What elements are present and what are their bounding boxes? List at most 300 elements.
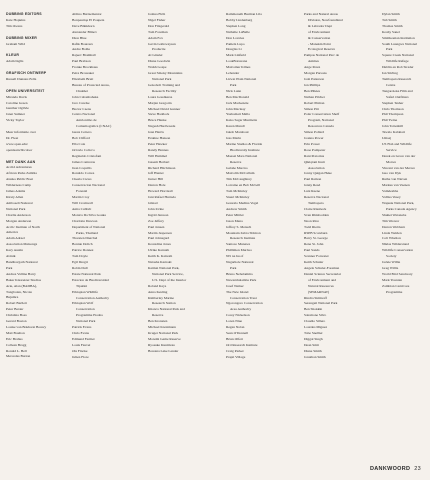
credit-line: Joshua Firth bbox=[148, 12, 166, 16]
credit-line: Parks and Natural Areas bbox=[304, 12, 338, 16]
credit-line: African Parks Zambia bbox=[6, 171, 37, 176]
credit-line: Ruthe van Nieven bbox=[382, 177, 408, 182]
credit-line: Yashomati Malla bbox=[226, 112, 250, 117]
credit-line: Paul Ramon bbox=[304, 177, 322, 182]
credit-line: Guo van Dyk bbox=[382, 171, 401, 176]
credit-line: Bujumra bbox=[6, 295, 19, 300]
credit-line: Mark Yountan bbox=[382, 277, 403, 282]
credit-line: Malcomer Kilnes bbox=[226, 65, 251, 70]
credit-line: Peter Hawker bbox=[148, 141, 168, 146]
credit-line: Wildlife Refuge bbox=[386, 59, 409, 64]
credit-line: Barry St. George bbox=[304, 236, 328, 241]
credit-line: US Fish and Wildlife bbox=[382, 141, 412, 146]
credit-line: Productie bbox=[152, 47, 166, 52]
credit-line: Mercedes Burton bbox=[6, 354, 31, 359]
credit-line: Ronaldo Correa bbox=[72, 171, 95, 176]
credit-line: Diane Goodwin bbox=[148, 59, 171, 64]
credit-line: Eric Brabus bbox=[6, 336, 23, 341]
credit-line: Stephen Tesher bbox=[382, 100, 404, 105]
credit-line: Diggal Singh bbox=[304, 336, 323, 341]
credit-line: Tiputini bbox=[76, 283, 88, 288]
credit-line: Glinad bbox=[148, 201, 158, 205]
credit-line: Boreana Lake Lander bbox=[148, 348, 179, 353]
credit-line: Lourdes Miguez bbox=[304, 325, 328, 330]
credit-line: Gonzalo Medina Vogel bbox=[226, 201, 259, 205]
credit-line: www.open.edu/ bbox=[6, 141, 28, 146]
credit-line: Kimberley Marine bbox=[148, 295, 174, 300]
credit-line: Randy Hennes bbox=[148, 147, 169, 152]
credit-line: Markus van Veenen bbox=[382, 183, 410, 188]
credit-line: Arctid Adventures bbox=[6, 165, 32, 170]
credit-line: Nagesh Hardwaade bbox=[148, 124, 176, 129]
credit-line: Paul Johnsgard bbox=[148, 236, 170, 241]
credit-line: Jonathan Smith bbox=[304, 354, 326, 359]
credit-line: Anita Cubbrit bbox=[72, 206, 92, 211]
credit-line: Octavio Colicco bbox=[72, 147, 95, 152]
credit-line: Sven Rhiabodden bbox=[304, 212, 329, 217]
credit-line: Zambian Carnivore bbox=[382, 283, 410, 288]
credits-column-1 bbox=[6, 12, 68, 360]
credit-line: Tom Doyle bbox=[72, 254, 88, 259]
credit-line: Jonny Quigan Heke bbox=[304, 171, 332, 176]
credit-line: Matt Boulton bbox=[6, 330, 25, 335]
credit-line: Smithsonian Institution bbox=[382, 35, 415, 40]
credit-line: Simon Pitt bbox=[304, 106, 319, 111]
credit-line: Maasai Mara National bbox=[226, 153, 258, 158]
credit-line: Reserve bbox=[152, 313, 164, 318]
credit-line: Phillimon Muriwo bbox=[226, 248, 252, 253]
credit-line: Adam Fox bbox=[148, 35, 163, 40]
credit-line: Lirwat Plain National bbox=[226, 76, 257, 81]
credit-line: Jeffrey S. Mensch bbox=[226, 224, 252, 229]
credits-column-3 bbox=[148, 12, 222, 355]
credit-line: Ola Fincke bbox=[72, 348, 88, 353]
credit-line: Vamdeshbe bbox=[382, 189, 399, 194]
credit-line: Diane Smith bbox=[304, 348, 322, 353]
credit-line: Phil Thompson bbox=[382, 112, 404, 117]
credit-line: Bruce Hanke bbox=[148, 118, 167, 123]
credit-line: Society bbox=[386, 254, 397, 259]
credit-line: National Park Service, bbox=[152, 271, 184, 276]
credit-line: (SEMARNAT) bbox=[308, 289, 330, 294]
credit-line: Adam Adrael bbox=[6, 236, 25, 241]
credit-line: Will Hammel bbox=[148, 153, 168, 158]
credit-line: Ian Stirling bbox=[382, 71, 398, 76]
credit-line: Wildlife Conservation bbox=[382, 248, 414, 253]
credit-line: Stuart McKinley bbox=[226, 195, 250, 200]
credit-line: Tobe Snellier bbox=[304, 330, 323, 335]
credit-line: Anna Kesling bbox=[148, 289, 168, 294]
credit-line: Nagarhole National bbox=[226, 260, 254, 265]
section-heading: DUBBING EDITORS bbox=[6, 12, 42, 16]
section-heading: MET DANK AAN bbox=[6, 159, 36, 164]
credit-line: Bureau of Protected Areas, bbox=[72, 82, 110, 87]
credit-line: Sean O'Donnell bbox=[226, 330, 249, 335]
credit-line: Walsh Gospe bbox=[148, 65, 167, 70]
credit-line: Tambopata bbox=[308, 201, 324, 205]
credit-line: Arctic Institute of North bbox=[6, 224, 40, 229]
credit-line: Khanca National Park and bbox=[148, 307, 185, 312]
credit-line: Tongbolen, Nicole bbox=[6, 289, 32, 294]
credit-line: Phil Twine bbox=[382, 118, 398, 123]
credit-line: Douglas Li bbox=[226, 47, 242, 52]
credit-line: Ella Cole bbox=[72, 141, 86, 146]
credit-line: Darren Webbern bbox=[382, 224, 406, 229]
credit-line: Brian Olfert bbox=[226, 336, 244, 341]
credit-line: & Labrador Dept bbox=[308, 23, 333, 28]
credit-line: Derek en Grace van der bbox=[382, 153, 416, 158]
credit-line: Programme bbox=[386, 289, 403, 294]
credit-line: Research Institute bbox=[230, 236, 256, 241]
credit-line: Petra Brossaker bbox=[72, 71, 95, 76]
credit-line: Colleen Bragg bbox=[6, 342, 27, 347]
credit-line: Chukhet bbox=[76, 88, 88, 93]
credit-line: Patrice Donnez bbox=[72, 248, 94, 253]
credit-line: Monica Da Silva Gouka bbox=[72, 212, 106, 217]
credit-line: Ben Pilkies bbox=[304, 88, 321, 93]
credit-line: Jassem Herbert bbox=[148, 159, 170, 164]
credit-line: Natural Resources bbox=[308, 283, 334, 288]
section-heading: GRAFISCH ONTWERP bbox=[6, 71, 47, 76]
credit-line: Daniel Science Secretariat bbox=[304, 271, 341, 276]
credit-line: Laura Goudkeras bbox=[148, 94, 173, 99]
credit-line: Kruger National Park bbox=[148, 330, 179, 335]
credit-line: Miranda Davis bbox=[6, 94, 27, 99]
credit-line: Richard Hitchinson bbox=[148, 165, 176, 170]
credit-line: Ni'i na hu of bbox=[226, 254, 244, 259]
credit-line: Todd Rietta bbox=[304, 224, 321, 229]
credit-line: Research Station bbox=[152, 301, 176, 306]
credit-line: - Manakin Point bbox=[308, 41, 331, 46]
credit-line: Louise van Bokhorst Bouwy bbox=[6, 324, 47, 329]
credit-line: Hector Caens bbox=[72, 106, 91, 111]
credit-line: Meer informatie over bbox=[6, 130, 36, 135]
credit-line: Park bbox=[230, 265, 237, 270]
footer-label: DANKWOORD bbox=[370, 466, 411, 472]
credit-line: Janet Sumner bbox=[6, 112, 25, 117]
credit-line: Wapusk National Park, bbox=[382, 201, 415, 205]
credit-line: Caroline Green bbox=[6, 100, 28, 105]
credit-line: Bonnie Dolich bbox=[72, 242, 93, 247]
credit-line: Jean Harris bbox=[148, 130, 164, 135]
credit-line: Kostadina Jones bbox=[148, 242, 171, 247]
credit-line: Jurner Hill bbox=[148, 177, 164, 182]
credit-line: Morgan Parsons bbox=[304, 71, 327, 76]
credit-line: Rene St. John bbox=[304, 242, 324, 247]
credit-line: Resources Canada bbox=[308, 124, 334, 129]
credit-line: Estacion de Biodiversidad bbox=[72, 277, 109, 282]
credit-line: Jenny Read bbox=[304, 183, 321, 188]
credit-line: National Park bbox=[152, 76, 172, 81]
credit-line: Graham Wild bbox=[6, 41, 25, 46]
page-number: 23 bbox=[414, 466, 421, 472]
credit-line: Dr. Fleet bbox=[6, 135, 19, 140]
credit-line: Scanner Forrester bbox=[304, 254, 329, 259]
credit-line: Lorraine en Bob McGill bbox=[226, 183, 260, 188]
credit-line: Mountain Zebra Sbhiron bbox=[226, 230, 261, 235]
credit-line: Chris Thomson bbox=[382, 106, 404, 111]
credit-line: Darren Hole bbox=[148, 183, 166, 188]
credit-line: Craig Parker bbox=[226, 348, 244, 353]
credit-line: Tom McKinley bbox=[226, 189, 248, 194]
credit-line: Katmai National Park, bbox=[148, 265, 180, 270]
credit-line: Robert Bartlett bbox=[6, 301, 27, 306]
credit-line: Rammoneth Burman Lila bbox=[226, 12, 262, 16]
credit-line: Kirsty Allen bbox=[6, 195, 24, 199]
credit-line: Marjan Gregorin bbox=[148, 100, 172, 105]
credit-line: Will Cromwell bbox=[72, 201, 93, 205]
credit-line: Vincent van der Merwe bbox=[382, 165, 415, 170]
credit-line: Erin Power bbox=[304, 141, 320, 146]
credit-line: Division, Newfoundland bbox=[308, 17, 343, 22]
credit-line: Bob Clifford bbox=[72, 136, 90, 141]
credit-line: Reserva Nacional bbox=[304, 195, 329, 200]
credit-line: Tim Owens bbox=[6, 23, 23, 28]
credit-line: Adam Inglis bbox=[6, 59, 24, 64]
credit-line: Steve Haddock bbox=[148, 112, 170, 117]
credit-line: & Conservation bbox=[308, 35, 331, 40]
credit-line: Ulrike Karnath bbox=[148, 248, 170, 253]
credit-line: Paul Sands bbox=[304, 248, 320, 253]
credit-line: Vallisa Vesey bbox=[382, 195, 401, 200]
credit-line: Claudio Sillero bbox=[304, 319, 326, 324]
credit-line: Lebender bbox=[226, 71, 240, 76]
credit-line: Josh Patterson bbox=[304, 76, 325, 81]
credits-column-2 bbox=[72, 12, 146, 360]
credit-line: James Adams bbox=[6, 189, 26, 194]
credit-line: Jess Marin bbox=[226, 136, 242, 141]
credit-line: John Cabanbahaka bbox=[72, 94, 99, 99]
credit-line: Nigel Fisher bbox=[148, 17, 166, 22]
credit-line: Cheela Crews bbox=[72, 177, 92, 182]
credit-line: Bobby Lindenberg bbox=[226, 17, 253, 22]
credit-line: Dublin en Rob Strader bbox=[382, 65, 414, 70]
credit-line: Dave Blinkhorn bbox=[72, 23, 95, 28]
section-heading: OPEN UNIVERSITEIT bbox=[6, 88, 45, 93]
credit-line: Jack Mackenzie bbox=[226, 100, 249, 105]
credit-line: Ecological Reserve bbox=[308, 47, 336, 52]
credit-line: Salomone Silvo bbox=[304, 313, 327, 318]
credit-line: Malcolm McCallum bbox=[226, 171, 255, 176]
credit-line: Alexander Blinov bbox=[72, 29, 97, 34]
credit-line: Kako Sagar Murmetta bbox=[226, 118, 258, 123]
credit-line: Russell Dunster-Fella bbox=[6, 76, 37, 81]
credit-line: Lutz Reene bbox=[304, 189, 321, 194]
credit-line: Elizabeth Brutt bbox=[72, 76, 94, 81]
credit-line: Morwe bbox=[386, 159, 397, 164]
credit-line: Parks, Thailand bbox=[76, 230, 98, 235]
credit-line: Peter Mittler bbox=[226, 212, 244, 217]
credit-line: Dion Blue bbox=[72, 35, 87, 40]
credit-line: Jason Mena bbox=[226, 218, 243, 223]
credit-line: John Irvine bbox=[148, 206, 164, 211]
credit-line: Ethiopian Wildlife bbox=[72, 289, 98, 294]
credit-line: Corey Nickelson bbox=[226, 313, 250, 318]
credit-line: Rose Pompeter bbox=[304, 147, 326, 152]
section-heading: DUBBING MIXER bbox=[6, 35, 37, 40]
credit-line: Park bbox=[386, 47, 393, 52]
credit-line: Jackie Willie bbox=[382, 260, 401, 265]
credit-line: Serengeti National Park bbox=[304, 301, 338, 306]
credit-line: Alaska Public Boat bbox=[6, 177, 34, 182]
credit-line: Rindra Siminoff bbox=[304, 295, 327, 300]
credit-line: Regan Nolan bbox=[226, 325, 245, 330]
credit-line: Research Facility bbox=[152, 88, 177, 93]
credit-line: Don Lovelee bbox=[226, 35, 245, 40]
credit-line: openlearn/bbcdoor bbox=[6, 147, 33, 152]
credit-line: Rani Pretorius bbox=[304, 153, 325, 158]
credit-line: Dean Smit bbox=[304, 342, 319, 347]
page-footer bbox=[370, 466, 421, 472]
credit-line: Gavin Gallowaysan bbox=[148, 41, 176, 46]
credit-line: Gerard Boston bbox=[6, 319, 27, 324]
credit-line: Programme Etosha bbox=[76, 313, 103, 318]
credit-line: Conservation Authority bbox=[76, 295, 109, 300]
credit-line: Park bbox=[6, 265, 13, 270]
credit-line: Robin Dull bbox=[72, 265, 88, 270]
credit-line: Andre Botha bbox=[72, 47, 90, 52]
credit-line: Conservacion Nacional bbox=[72, 183, 105, 188]
credit-line: Jaco Carelse bbox=[72, 100, 90, 105]
credit-line: Biodiversity Institute bbox=[230, 147, 260, 152]
credit-line: Kate Hopkins bbox=[6, 17, 26, 22]
credit-line: America bbox=[6, 230, 19, 235]
credit-line: Forestal bbox=[76, 189, 88, 194]
credit-line: National Park bbox=[6, 206, 26, 211]
credit-line: Keith K. Kainoth bbox=[148, 254, 173, 259]
credit-line: Arie, Alan (BADBA), bbox=[6, 283, 37, 288]
credit-line: Claire Riesbeck bbox=[304, 206, 327, 211]
credit-line: Centro Nacional bbox=[72, 112, 96, 117]
credit-line: Michael Kretzmann bbox=[148, 325, 176, 330]
credit-line: Gokoboli Training and bbox=[148, 82, 180, 87]
credit-line: Christina Boes bbox=[6, 313, 27, 318]
credit-line: U.S. Dept of the Interior bbox=[152, 277, 187, 282]
credit-line: Department of National bbox=[72, 224, 106, 229]
credit-line: Nathan Pilcher bbox=[304, 94, 325, 99]
credit-line: Ethiopian Wolf bbox=[72, 301, 94, 306]
credit-line: Greg Willis bbox=[382, 265, 399, 270]
credit-line: RSPB Scotsburn bbox=[304, 230, 328, 235]
credit-line: Egil Dregri bbox=[72, 260, 88, 265]
credit-line: Koshy Sanel bbox=[382, 29, 400, 34]
credit-line: Ord Research Institute bbox=[226, 342, 258, 347]
credit-line: John Macleay bbox=[226, 106, 246, 111]
credit-line: Ronald L. Bell bbox=[6, 348, 27, 353]
credit-line: Baker Kisaretzer Studios bbox=[6, 277, 41, 282]
credit-line: Martin Croy bbox=[72, 195, 90, 200]
credits-column-6 bbox=[382, 12, 428, 296]
credit-line: Conservation bbox=[76, 307, 95, 312]
credit-line: Charlie Anderson bbox=[6, 212, 31, 217]
credit-line: Ben MacDonald bbox=[226, 94, 250, 99]
credit-line: Stephen Long bbox=[226, 23, 246, 28]
credit-line: Mark Linfield bbox=[226, 53, 246, 58]
credit-line: Ingrid Jansson bbox=[148, 212, 169, 217]
credit-line: Ngorongoro Conservation bbox=[226, 301, 263, 306]
credit-line: Andrea Vallina Barry bbox=[6, 271, 36, 276]
credit-line: Peter Baxter bbox=[6, 307, 24, 312]
credit-line: Bonpeutiqe El Poupeta bbox=[72, 17, 105, 22]
credit-line: Thomas Smith bbox=[382, 23, 403, 28]
credit-line: Juan Coquillo bbox=[72, 165, 92, 170]
credit-line: Nathalie LaBelle bbox=[226, 29, 250, 34]
credit-line: Animes bbox=[308, 59, 319, 64]
credit-line: Santoso Munawe bbox=[226, 242, 251, 247]
credit-line: LookBotswana bbox=[226, 59, 248, 64]
credit-line: Tom Foreman bbox=[148, 29, 168, 34]
credit-line: Estate National Park bbox=[72, 271, 101, 276]
credit-line: Robert Pitman bbox=[304, 100, 325, 105]
credits-column-4 bbox=[226, 12, 300, 360]
credit-line: Jani Rafael Hurtado bbox=[148, 195, 176, 200]
credit-line: Andrew Smith bbox=[226, 206, 247, 211]
credit-line: Jen Phillips bbox=[304, 82, 321, 87]
credit-line: Martin Jespersen bbox=[148, 230, 172, 235]
credit-line: World Bird Sanctuary bbox=[382, 271, 413, 276]
credit-line: Avinik bbox=[6, 254, 16, 259]
credit-line: Tub Smith bbox=[382, 17, 397, 22]
credit-line: Jakob Marabout bbox=[226, 130, 249, 135]
credit-line: Michael David Gunner bbox=[148, 106, 181, 111]
credit-line: Gunther Ogilvie bbox=[6, 106, 29, 111]
credit-line: Paul Jensen bbox=[148, 224, 165, 229]
credit-line: Josef Nemec bbox=[226, 283, 244, 288]
credit-line: Kary Austin bbox=[6, 248, 24, 253]
credit-line: Ablino Burtsemantor bbox=[72, 12, 102, 16]
credit-line: Ben Kronsten bbox=[148, 319, 168, 324]
credit-line: Neon Rice bbox=[304, 218, 319, 223]
credit-line: Marine Studios & Florida bbox=[226, 141, 263, 146]
credit-line: Antrionimo de bbox=[76, 118, 97, 123]
credit-line: National Park bbox=[76, 319, 96, 324]
credit-line: Julien Fiore bbox=[72, 354, 89, 359]
credit-line: Nick Lunn bbox=[226, 88, 242, 93]
credit-line: John Tottenhill bbox=[382, 124, 403, 129]
credit-line: Zoe Jeffery bbox=[148, 218, 164, 223]
credit-line: The New Island bbox=[226, 289, 249, 294]
credit-line: Park bbox=[230, 82, 237, 87]
credit-line: Rajeev Bramhall bbox=[72, 53, 96, 58]
credit-line: Galahe Marcno bbox=[226, 165, 248, 170]
credit-line: Service bbox=[386, 147, 397, 152]
credit-line: Howard Horrisall bbox=[148, 189, 173, 194]
credit-line: Ben Shokkin bbox=[304, 307, 323, 312]
credit-line: Vicky Taylor bbox=[6, 118, 25, 123]
credit-line: Tswalo Kalahari bbox=[382, 130, 405, 135]
credit-line: Angela Schuler-Foreman bbox=[304, 265, 340, 270]
credit-line: Dylan Smith bbox=[382, 12, 400, 16]
credit-line: Morgan Anderson bbox=[6, 218, 32, 223]
credit-line: Edmund Farmer bbox=[72, 336, 95, 341]
section-heading: KLEUR bbox=[6, 53, 20, 58]
credit-line: Niklas Wilderstand bbox=[382, 242, 409, 247]
credits-column-5 bbox=[304, 12, 378, 360]
credit-line: Pamela Lupo bbox=[226, 41, 245, 46]
credit-line: of Environment and bbox=[308, 277, 336, 282]
credit-line: Amboseli National bbox=[6, 200, 33, 205]
credit-line: Reserve bbox=[230, 159, 242, 164]
credit-line: Thorsten Dierchel bbox=[72, 236, 98, 241]
credit-line: Umsaj bbox=[382, 136, 392, 141]
credit-line: Colt Whelton bbox=[382, 236, 401, 241]
credit-line: Tambopata Research bbox=[382, 76, 412, 81]
credit-line: Erskine Hanson bbox=[148, 136, 171, 141]
credit-line: Centre bbox=[386, 82, 396, 87]
credit-line: Ange Perez bbox=[304, 65, 321, 70]
credit-line: Chris Evans bbox=[72, 330, 90, 335]
credit-line: Area Authority bbox=[230, 307, 252, 312]
